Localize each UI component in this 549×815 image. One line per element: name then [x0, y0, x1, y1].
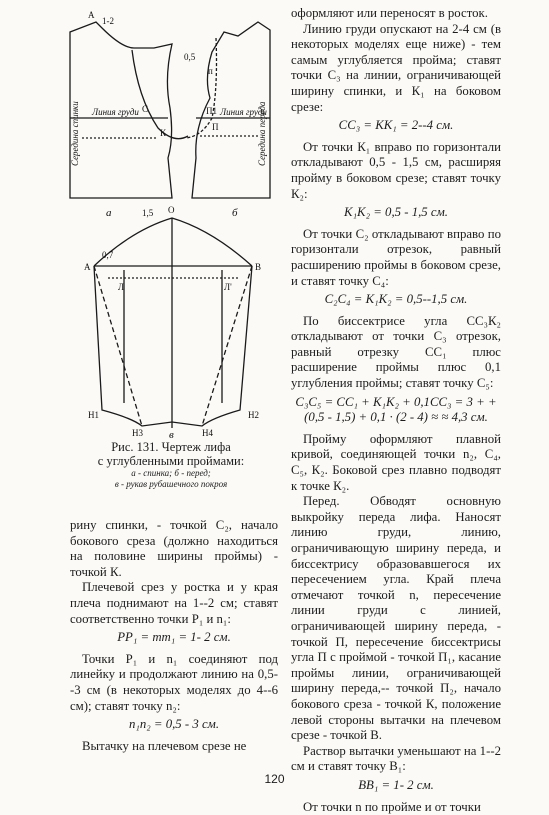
label-s15: 1,5 [142, 208, 154, 218]
caption-title: Рис. 131. Чертеж лифа [62, 440, 280, 454]
label-P: П [212, 122, 219, 132]
formula: PP₁ = mm₁ = 1- 2 см. [70, 630, 278, 646]
bodice-drawing [62, 8, 280, 438]
paragraph: Пройму оформляют плавной кривой, соединяющей точки n₂, С₄, С₅, К₂. Боковой срез плавно подводят к точке К₂. [291, 432, 501, 494]
label-H3: Н3 [132, 428, 143, 438]
formula: C₂C₄ = K₁K₂ = 0,5--1,5 см. [291, 292, 501, 308]
formula: K₁K₂ = 0,5 - 1,5 см. [291, 205, 501, 221]
label-s05: 0,5 [184, 52, 196, 62]
caption-legend-2: в - рукав рубашечного покроя [62, 479, 280, 490]
label-spinka: Середина спинки [70, 101, 80, 166]
formula: C₃C₅ = CC₁ + K₁K₂ + 0,1CC₃ = 3 + + (0,5 - 1,5) + 0,1 · (2 - 4) ≈ ≈ 4,3 см. [291, 395, 501, 426]
label-L: Л [118, 282, 124, 292]
label-liniya-right: Линия груди [219, 107, 267, 117]
paragraph: рину спинки, - точкой С₂, начало бокового среза (должно находиться на половине ширины проймы) - точкой К. [70, 518, 278, 580]
label-liniya-left: Линия груди [91, 107, 139, 117]
label-O: О [168, 205, 175, 215]
label-A: А [88, 10, 95, 20]
label-H4: Н4 [202, 428, 213, 438]
label-P1: П1 [206, 106, 217, 116]
paragraph: От точки С₂ откладывают вправо по горизонтали отрезок, равный расширению проймы в боковом срезе, и ставят точку С₄: [291, 227, 501, 289]
label-b: б [232, 207, 238, 219]
pattern-figure [62, 8, 280, 468]
label-H1: Н1 [88, 410, 99, 420]
formula: CC₃ = KK₁ = 2--4 см. [291, 118, 501, 134]
paragraph: Перед. Обводят основную выкройку переда лифа. Наносят линию груди, линию, ограничивающую ширину переда, и биссектрису образовавшегося их пересечением угла. Край плеча отмечают точкой n, пересечение линии груди с линией, ограничивающей ширину переда, - точкой П, пересечение биссектрисы угла П с проймой - точкой П₁, касание проймы линии, ограничивающей ширину переда,-- точкой П₂, начало бокового среза - точкой К, положение левой стороны вытачки на плечевом срезе - точкой В. [291, 494, 501, 744]
right-text-column [291, 6, 501, 815]
figure-caption [62, 440, 280, 490]
label-A-sleeve: А [84, 262, 91, 272]
label-pereda: Середина переда [257, 101, 267, 166]
paragraph: Вытачку на плечевом срезе не [70, 739, 278, 755]
formula: n₁n₂ = 0,5 - 3 см. [70, 717, 278, 733]
label-s07: 0,7 [102, 250, 114, 260]
label-n: п [208, 66, 213, 76]
paragraph: От точки К₁ вправо по горизонтали откладывают 0,5 - 1,5 см, расширяя пройму в боковом срезе; ставят точку К₂: [291, 140, 501, 202]
paragraph: Раствор вытачки уменьшают на 1--2 см и ставят точку В₁: [291, 744, 501, 775]
label-C: С [142, 104, 148, 114]
formula: BB₁ = 1- 2 см. [291, 778, 501, 794]
left-text-column [70, 518, 278, 754]
label-B-sleeve: В [255, 262, 261, 272]
label-v: в [169, 429, 174, 438]
paragraph: Линию груди опускают на 2-4 см (в некоторых моделях еще ниже) - тем самым углубляется пройма; ставят точки С₃ на линии, ограничивающей ширину спинки, и К₁ на боковом срезе: [291, 22, 501, 116]
paragraph: Плечевой срез у ростка и у края плеча поднимают на 1--2 см; ставят соответственно точки Р₁ и n₁: [70, 580, 278, 627]
caption-subtitle: с углубленными проймами: [62, 454, 280, 468]
label-Lp: Л' [224, 282, 232, 292]
page-number: 120 [0, 772, 549, 786]
paragraph: По биссектрисе угла СС₃К₂ откладывают от точки С₃ отрезок, равный отрезку СС₁ плюс расширение проймы плюс 0,1 углубления проймы; ставят точку С₅: [291, 314, 501, 392]
paragraph: оформляют или переносят в росток. [291, 6, 501, 22]
label-a: а [106, 207, 112, 219]
caption-legend-1: а - спинка; б - перед; [62, 468, 280, 479]
paragraph: От точки n по пройме и от точки [291, 800, 501, 815]
label-m12: 1-2 [102, 16, 114, 26]
label-K: К [160, 128, 167, 138]
label-H2: Н2 [248, 410, 259, 420]
paragraph: Точки Р₁ и n₁ соединяют под линейку и продолжают линию на 0,5--3 см (в некоторых моделях до 4--6 см); ставят точку n₂: [70, 652, 278, 714]
